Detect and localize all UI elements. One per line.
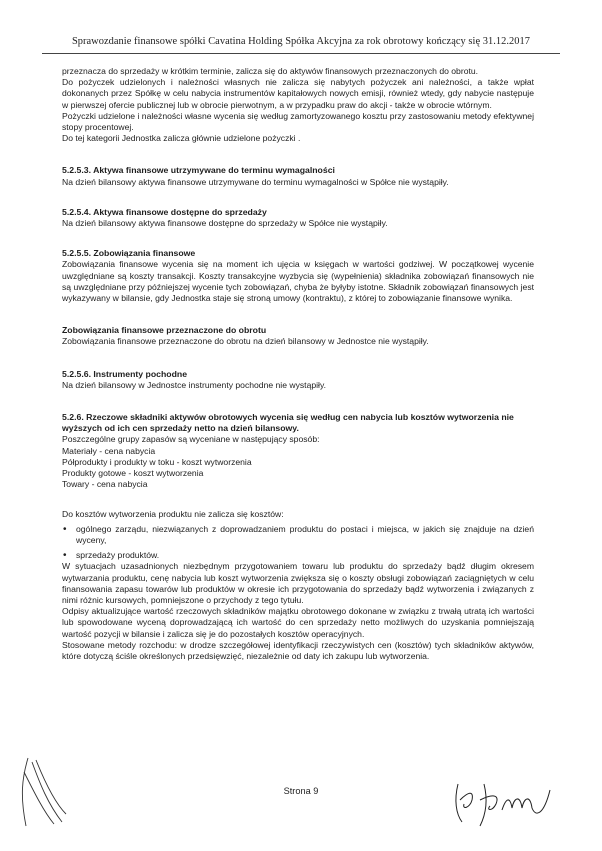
section-5-2-6-heading: 5.2.6. Rzeczowe składniki aktywów obrotowych wycenia się według cen nabycia lub kosztów wytworzenia nie wyższych od ich cen sprzedaży netto na dzień bilansowy. — [62, 412, 514, 434]
trading-liabilities-text: Zobowiązania finansowe przeznaczone do obrotu na dzień bilansowy w Jednostce nie wystąpiły. — [62, 336, 429, 347]
excluded-cost-item: • sprzedaży produktów. — [62, 550, 534, 561]
inventory-group-item: Towary - cena nabycia — [62, 479, 148, 490]
page-number: Strona 9 — [283, 786, 319, 796]
right-signature — [450, 770, 560, 830]
section-5-2-5-5-heading: 5.2.5.5. Zobowiązania finansowe — [62, 248, 196, 259]
inventory-group-item: Produkty gotowe - koszt wytworzenia — [62, 468, 204, 479]
section-5-2-5-4-heading: 5.2.5.4. Aktywa finansowe dostępne do sprzedaży — [62, 206, 267, 217]
disposal-method-paragraph: Stosowane metody rozchodu: w drodze szczegółowej identyfikacji rzeczywistych cen (kosztów) tych składników aktywów, które dotyczą ściśle określonych przedsięwzięć, niezależnie od daty ich zakupu lub wytworzenia. — [62, 639, 534, 661]
excluded-cost-item: • ogólnego zarządu, niezwiązanych z doprowadzaniem produktu do postaci i miejsca, w jakich się znajduje na dzień wyceny, — [62, 524, 534, 546]
intro-paragraph-1: przeznacza do sprzedaży w krótkim terminie, zalicza się do aktywów finansowych przeznaczonych do obrotu. — [62, 66, 479, 76]
intro-paragraph-3: Pożyczki udzielone i należności własne wycenia się według zamortyzowanego kosztu przy zastosowaniu metody efektywnej stopy procentowej. — [62, 110, 534, 133]
section-5-2-5-3-text: Na dzień bilansowy aktywa finansowe utrzymywane do terminu wymagalności w Spółce nie wystąpiły. — [62, 176, 449, 187]
intro-paragraph-4: Do tej kategorii Jednostka zalicza głównie udzielone pożyczki . — [62, 133, 301, 144]
inventory-groups-list — [62, 446, 534, 491]
left-signature — [14, 752, 74, 832]
section-5-2-5-6-text: Na dzień bilansowy w Jednostce instrumenty pochodne nie wystąpiły. — [62, 379, 326, 390]
trading-liabilities-heading: Zobowiązania finansowe przeznaczone do obrotu — [62, 325, 267, 336]
page-body — [62, 66, 534, 662]
writeoff-paragraph: Odpisy aktualizujące wartość rzeczowych składników majątku obrotowego dokonane w związku z trwałą utratą ich wartości lub spowodowane wyceną doprowadzającą ich wartość do cen sprzedaży netto możliwych do uzyskania pomniejszają wartość pozycji w bilansie i zalicza się je do pozostałych kosztów operacyjnych. — [62, 606, 534, 639]
section-5-2-5-3-heading: 5.2.5.3. Aktywa finansowe utrzymywane do terminu wymagalności — [62, 165, 335, 176]
section-5-2-5-5-text: Zobowiązania finansowe wycenia się na moment ich ujęcia w księgach w wartości godziwej. W początkowej wycenie uwzględniane są koszty transakcji. Koszty transakcyjne wyzbycia się (wypełnienia) składnika zobowiązań finansowych nie są uwzględniane przy późniejszej wycenie tych zobowiązań, chyba że byłyby istotne. Składnik zobowiązań finansowych jest wykazywany w bilansie, gdy Jednostka staje się stroną umowy (kontraktu), z której to zobowiązanie finansowe wynika. — [62, 259, 534, 304]
section-5-2-5-4-text: Na dzień bilansowy aktywa finansowe dostępne do sprzedaży w Spółce nie wystąpiły. — [62, 218, 388, 229]
excluded-costs-list — [62, 524, 534, 562]
header-rule — [42, 53, 560, 54]
running-header: Sprawozdanie finansowe spółki Cavatina Holding Spółka Akcyjna za rok obrotowy kończący się 31.12.2017 — [71, 36, 531, 47]
intro-paragraph-2: Do pożyczek udzielonych i należności własnych nie zalicza się nabytych pożyczek ani należności, a także wpłat dokonanych przez Spółkę w celu nabycia instrumentów kapitałowych nowych emisji, również wtedy, gdy nabycie następuje w pierwszej ofercie publicznej lub w obrocie pierwotnym, a w przypadku praw do akcji - także w obrocie wtórnym. — [62, 77, 534, 110]
excluded-costs-intro: Do kosztów wytworzenia produktu nie zalicza się kosztów: — [62, 509, 284, 520]
financing-costs-paragraph: W sytuacjach uzasadnionych niezbędnym przygotowaniem towaru lub produktu do sprzedaży bądź długim okresem wytwarzania produktu, cenę nabycia lub koszt wytworzenia zwiększa się o koszty obsługi zobowiązań zaciągniętych w celu finansowania zapasu towarów lub produktów w okresie ich przygotowania do sprzedaży bądź wytworzenia i związanych z nimi różnic kursowych, pomniejszone o przychody z tego tytułu. — [62, 561, 534, 605]
inventory-groups-intro: Poszczególne grupy zapasów są wyceniane w następujący sposób: — [62, 434, 320, 445]
section-5-2-5-6-heading: 5.2.5.6. Instrumenty pochodne — [62, 368, 188, 379]
inventory-group-item: Materiały - cena nabycia — [62, 445, 156, 456]
inventory-group-item: Półprodukty i produkty w toku - koszt wytworzenia — [62, 456, 252, 467]
